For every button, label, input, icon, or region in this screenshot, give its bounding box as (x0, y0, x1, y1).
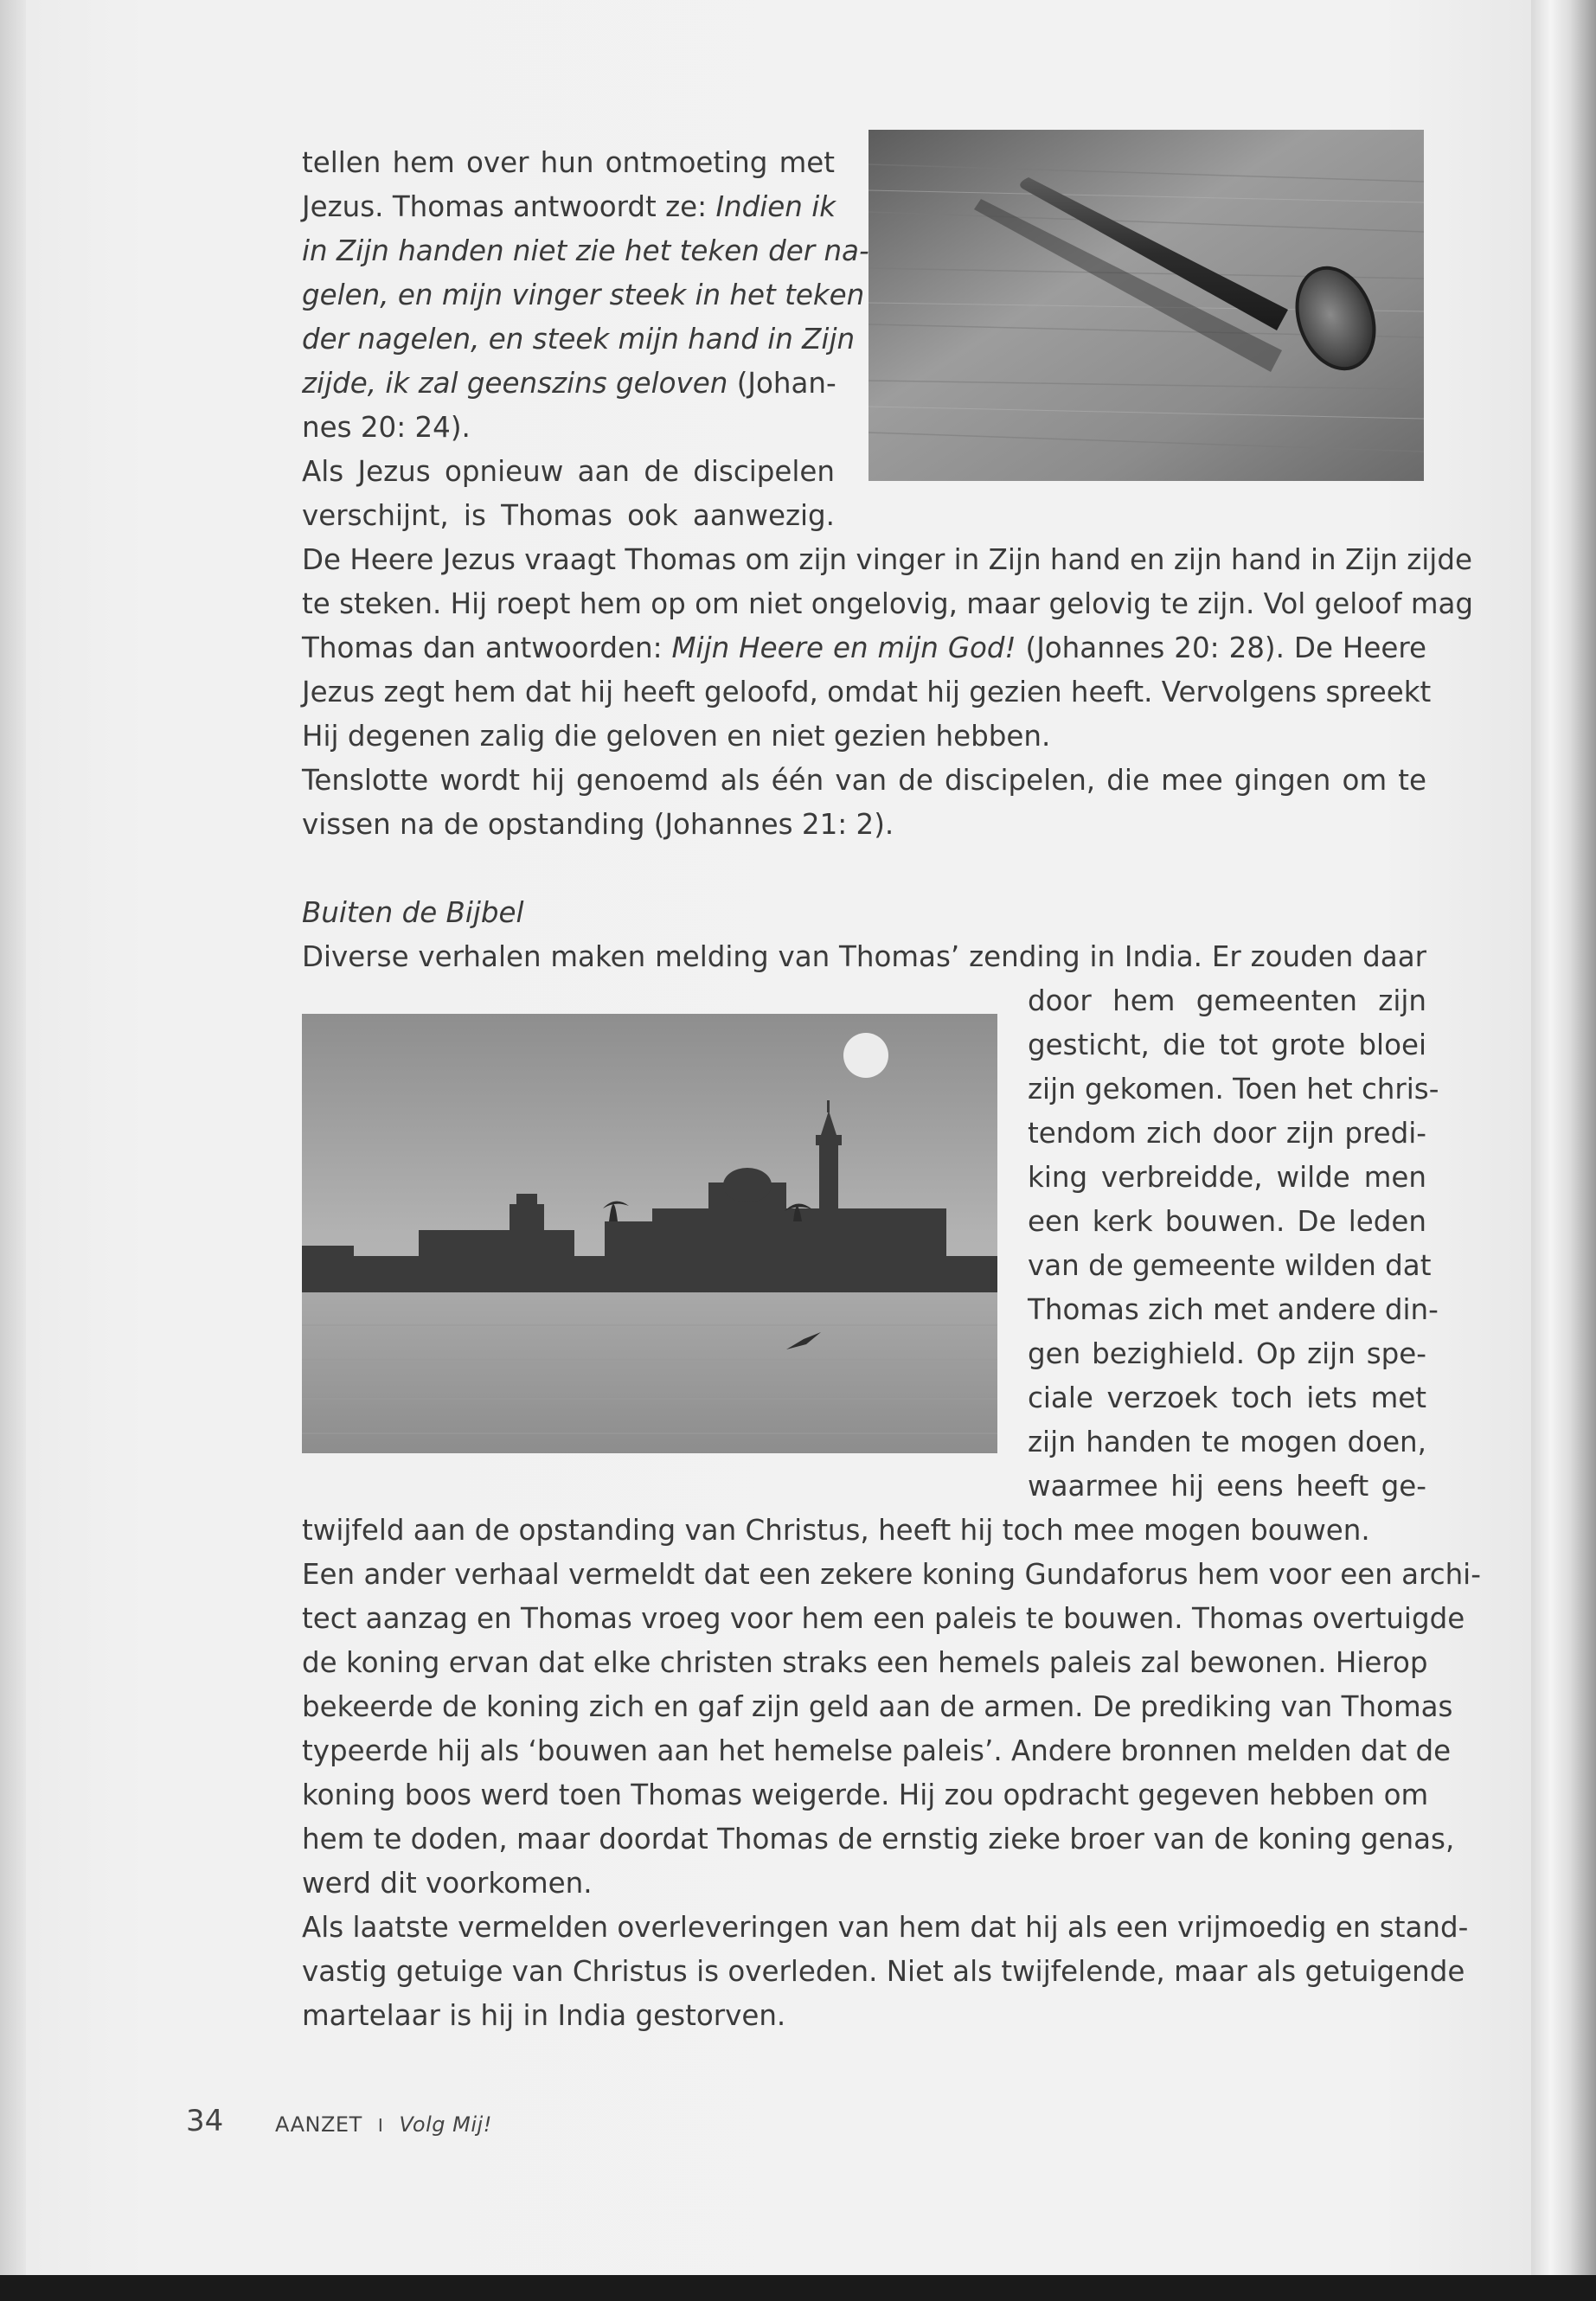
text-line: te steken. Hij roept hem op om niet ongelovig, maar gelovig te zijn. Vol geloof mag (302, 587, 1474, 620)
footer-separator: I (377, 2115, 384, 2136)
text-line: king verbreidde, wilde men (1028, 1161, 1426, 1194)
text-line: tendom zich door zijn predi- (1028, 1117, 1426, 1150)
intro-paragraph (302, 141, 869, 538)
text-line: vastig getuige van Christus is overleden. Niet als twijfelende, maar als getuigende (302, 1955, 1465, 1988)
page-number: 34 (186, 2104, 224, 2138)
temple-photo-graphic (302, 1014, 997, 1453)
text-line: Thomas dan antwoorden: Mijn Heere en mijn God! (Johannes 20: 28). De Heere (302, 631, 1426, 664)
text-line: ciale verzoek toch iets met (1028, 1381, 1426, 1414)
text-line: vissen na de opstanding (Johannes 21: 2). (302, 808, 894, 841)
text-line: Jezus. Thomas antwoordt ze: Indien ik (302, 190, 836, 223)
text-line: een kerk bouwen. De leden (1028, 1205, 1426, 1238)
text-line: bekeerde de koning zich en gaf zijn geld aan de armen. De prediking van Thomas (302, 1690, 1453, 1723)
temple-photo (302, 1014, 997, 1453)
page-shadow-left (0, 0, 26, 2275)
text-line: gelen, en mijn vinger steek in het teken (302, 279, 865, 311)
text-line: hem te doden, maar doordat Thomas de ernstig zieke broer van de koning genas, (302, 1823, 1455, 1856)
text-line: koning boos werd toen Thomas weigerde. Hij zou opdracht gegeven hebben om (302, 1779, 1429, 1811)
text-line: nes 20: 24). (302, 411, 471, 444)
text-line: verschijnt, is Thomas ook aanwezig. (302, 499, 835, 532)
text-line: De Heere Jezus vraagt Thomas om zijn vinger in Zijn hand en zijn hand in Zijn zijde (302, 543, 1472, 576)
text-line: typeerde hij als ‘bouwen aan het hemelse paleis’. Andere bronnen melden dat de (302, 1734, 1452, 1767)
text-line: in Zijn handen niet zie het teken der na- (302, 234, 869, 267)
text-line: Jezus zegt hem dat hij heeft geloofd, omdat hij gezien heeft. Vervolgens spreekt (302, 676, 1432, 708)
text-line: Tenslotte wordt hij genoemd als één van de discipelen, die mee gingen om te (302, 764, 1426, 797)
wrap-paragraph (1028, 979, 1439, 1509)
text-line: Als laatste vermelden overleveringen van hem dat hij als een vrijmoedig en stand- (302, 1911, 1469, 1944)
text-line: tellen hem over hun ontmoeting met (302, 146, 835, 179)
page-edge (1531, 0, 1596, 2275)
body-paragraph-2 (302, 1509, 1481, 2038)
text-line: der nagelen, en steek mijn hand in Zijn (302, 323, 856, 356)
text-line: twijfeld aan de opstanding van Christus, heeft hij toch mee mogen bouwen. (302, 1514, 1370, 1547)
text-line: waarmee hij eens heeft ge- (1028, 1470, 1426, 1503)
text-line: zijn gekomen. Toen het chris- (1028, 1073, 1439, 1106)
text-line: zijde, ik zal geenszins geloven (Johan- (302, 367, 836, 400)
page-footer (186, 2104, 223, 2138)
book-title: Volg Mij! (399, 2112, 492, 2137)
nail-photo-graphic (869, 130, 1424, 481)
running-footer (275, 2112, 492, 2137)
series-name: AANZET (275, 2112, 362, 2137)
section-heading: Buiten de Bijbel (302, 896, 524, 929)
text-line: gen bezighield. Op zijn spe- (1028, 1337, 1426, 1370)
text-line: werd dit voorkomen. (302, 1867, 593, 1900)
text-line: martelaar is hij in India gestorven. (302, 1999, 786, 2032)
text-line: Hij degenen zalig die geloven en niet gezien hebben. (302, 720, 1051, 753)
scan-border (0, 2275, 1596, 2301)
text-line: zijn handen te mogen doen, (1028, 1426, 1426, 1458)
text-line: de koning ervan dat elke christen straks een hemels paleis zal bewonen. Hierop (302, 1646, 1428, 1679)
text-line: Als Jezus opnieuw aan de discipelen (302, 455, 835, 488)
text-line: Diverse verhalen maken melding van Thomas’ zending in India. Er zouden daar (302, 940, 1426, 973)
nail-photo (869, 130, 1424, 481)
body-paragraph-1 (302, 538, 1474, 847)
section-intro (302, 935, 1426, 979)
text-line: gesticht, die tot grote bloei (1028, 1029, 1426, 1061)
text-line: Een ander verhaal vermeldt dat een zekere koning Gundaforus hem voor een archi- (302, 1558, 1481, 1591)
text-line: tect aanzag en Thomas vroeg voor hem een paleis te bouwen. Thomas overtuigde (302, 1602, 1465, 1635)
text-line: Thomas zich met andere din- (1028, 1293, 1439, 1326)
text-line: van de gemeente wilden dat (1028, 1249, 1432, 1282)
text-line: door hem gemeenten zijn (1028, 984, 1426, 1017)
